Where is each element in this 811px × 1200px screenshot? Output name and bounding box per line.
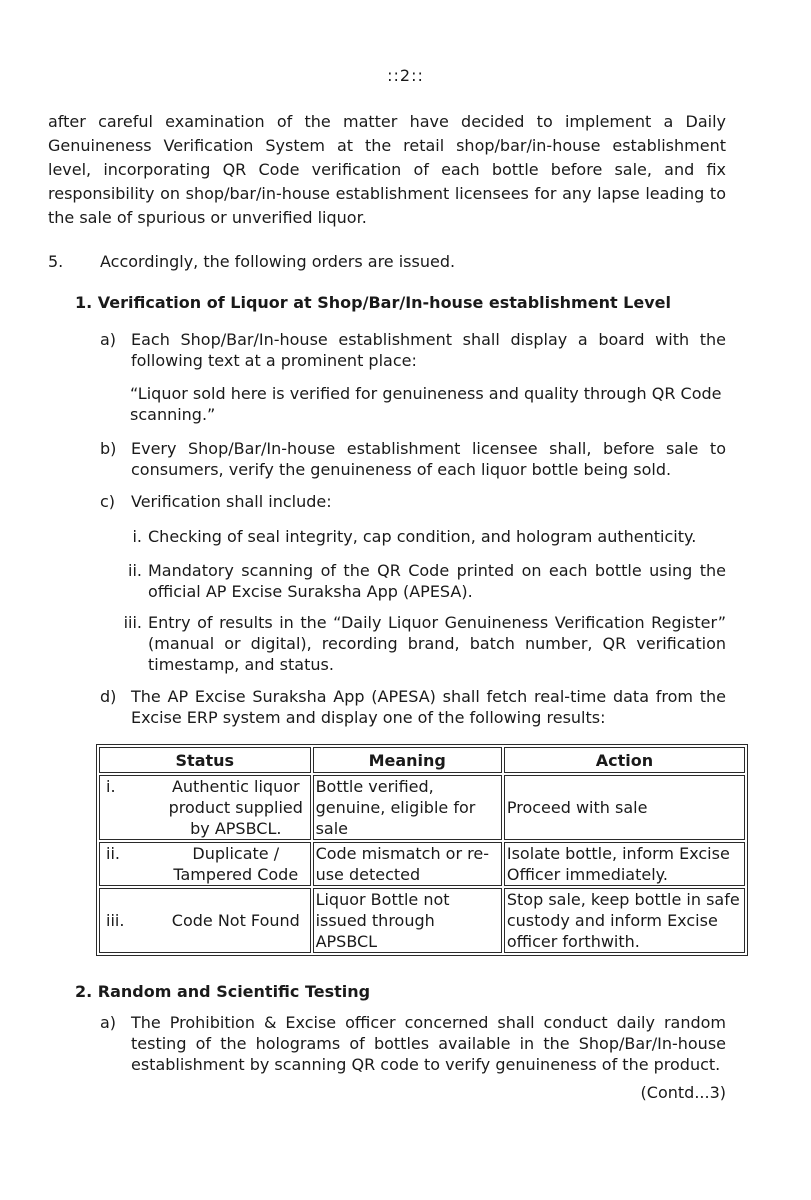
status-text: Duplicate / Tampered Code (173, 844, 299, 884)
section-1-item-b (100, 438, 726, 480)
verification-item-ii (108, 560, 726, 602)
row-number: i. (106, 777, 116, 796)
verification-item-iii-text: Entry of results in the “Daily Liquor Genuineness Verification Register” (manual or digital), recording brand, batch number, QR verification timestamp, and status. (148, 613, 726, 674)
verification-item-i-text: Checking of seal integrity, cap condition, and hologram authenticity. (148, 527, 697, 546)
verification-item-iii (108, 612, 726, 675)
section-2-item-a-text: The Prohibition & Excise officer concerned shall conduct daily random testing of the holograms of bottles available in the Shop/Bar/In-house establishment by scanning QR code to verify genuineness of the product. (131, 1013, 726, 1074)
table-header-row (99, 747, 745, 773)
row-number: iii. (106, 911, 125, 930)
item-c-label: c) (100, 492, 116, 511)
item-d-label: d) (100, 687, 117, 706)
item-d-text: The AP Excise Suraksha App (APESA) shall fetch real-time data from the Excise ERP system and display one of the following results: (131, 687, 726, 727)
section-2-item-a-label: a) (100, 1013, 117, 1032)
verification-item-i (108, 526, 726, 547)
display-board-quote: “Liquor sold here is verified for genuineness and quality through QR Code scanning.” (130, 384, 722, 424)
table-row (99, 888, 745, 953)
verification-item-iii-label: iii. (123, 613, 142, 632)
verification-item-i-label: i. (132, 527, 142, 546)
item-c-text: Verification shall include: (131, 492, 332, 511)
row-number: ii. (106, 844, 120, 863)
meaning-cell: Liquor Bottle not issued through APSBCL (313, 888, 502, 953)
status-cell (99, 888, 311, 953)
section-2-heading: 2. Random and Scientific Testing (75, 982, 371, 1001)
meaning-cell: Bottle verified, genuine, eligible for sale (313, 775, 502, 840)
paragraph-5-number: 5. (48, 252, 64, 271)
verification-results-table (96, 744, 748, 956)
page-number: ::2:: (387, 66, 424, 85)
section-1-heading: 1. Verification of Liquor at Shop/Bar/In-house establishment Level (75, 293, 671, 312)
verification-item-ii-label: ii. (128, 561, 142, 580)
verification-item-ii-text: Mandatory scanning of the QR Code printed on each bottle using the official AP Excise Suraksha App (APESA). (148, 561, 726, 601)
meaning-cell: Code mismatch or re-use detected (313, 842, 502, 886)
item-a-text: Each Shop/Bar/In-house establishment shall display a board with the following text at a prominent place: (131, 330, 726, 370)
status-cell (99, 842, 311, 886)
paragraph-5-text: Accordingly, the following orders are issued. (100, 252, 456, 271)
header-action: Action (504, 747, 745, 773)
status-cell (99, 775, 311, 840)
continued-note: (Contd...3) (640, 1083, 726, 1102)
status-text: Authentic liquor product supplied by APSBCL. (168, 777, 303, 838)
section-1-item-a (100, 329, 726, 371)
table-row (99, 842, 745, 886)
item-a-label: a) (100, 330, 117, 349)
header-meaning: Meaning (313, 747, 502, 773)
action-cell: Isolate bottle, inform Excise Officer immediately. (504, 842, 745, 886)
section-1-item-d (100, 686, 726, 728)
section-2-item-a (100, 1012, 726, 1075)
header-status: Status (99, 747, 311, 773)
intro-paragraph: after careful examination of the matter have decided to implement a Daily Genuineness Verification System at the retail shop/bar/in-house establishment level, incorporating QR Code verification of each bottle before sale, and fix responsibility on shop/bar/in-house establishment licensees for any lapse leading to the sale of spurious or unverified liquor. (48, 112, 726, 227)
item-b-text: Every Shop/Bar/In-house establishment licensee shall, before sale to consumers, verify the genuineness of each liquor bottle being sold. (131, 439, 726, 479)
paragraph-5 (48, 252, 728, 271)
action-cell: Stop sale, keep bottle in safe custody and inform Excise officer forthwith. (504, 888, 745, 953)
table-row (99, 775, 745, 840)
action-cell: Proceed with sale (504, 775, 745, 840)
item-b-label: b) (100, 439, 117, 458)
status-text: Code Not Found (171, 911, 300, 930)
section-1-item-c (100, 491, 726, 512)
